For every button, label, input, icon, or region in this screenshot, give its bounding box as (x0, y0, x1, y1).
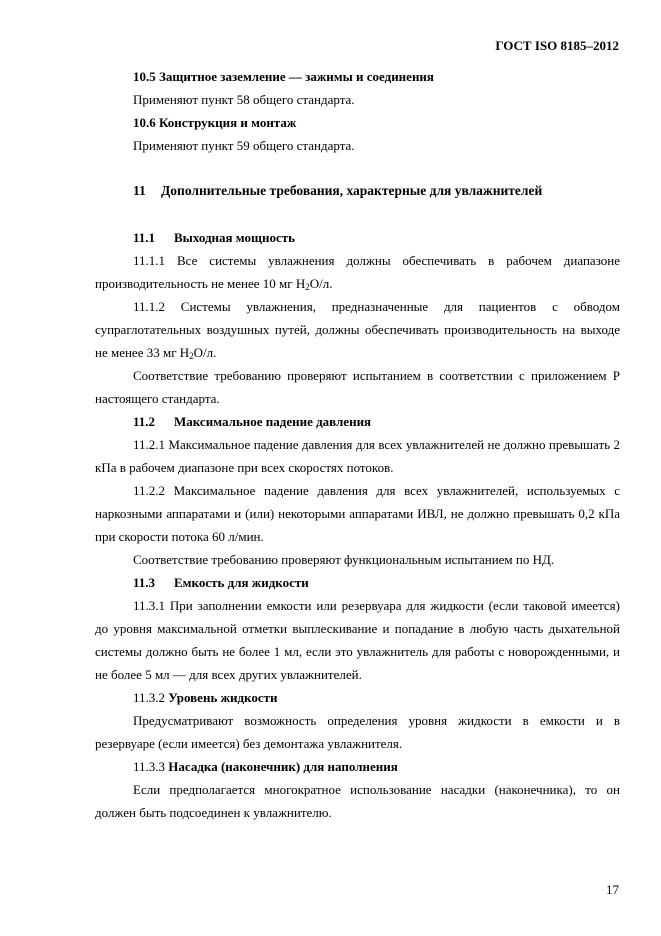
heading-11-3-3-number: 11.3.3 (133, 759, 166, 774)
subscript: 2 (305, 282, 310, 292)
para-11-3-3: Если предполагается многократное использование насадки (наконечника), то он должен быть подсоединен к увлажнителю. (95, 782, 620, 820)
heading-10-5: 10.5 Защитное заземление — зажимы и соединения (133, 69, 434, 84)
heading-11-title: Дополнительные требования, характерные для увлажнителей (161, 183, 543, 198)
heading-11 (95, 179, 620, 202)
para-11-1-2-text: 11.1.2 Системы увлажнения, предназначенные для пациентов с обводом супраглотательных воздушных путей, должны обеспечивать производительность на выходе не менее 33 мг H (95, 299, 620, 360)
heading-11-3-number: 11.3 (133, 575, 156, 590)
heading-11-1-number: 11.1 (133, 230, 156, 245)
para-11-1-1-text-end: O/л. (309, 276, 333, 291)
text-10-6: Применяют пункт 59 общего стандарта. (133, 138, 355, 153)
page-number: 17 (606, 882, 619, 897)
para-11-1-2-text-end: O/л. (193, 345, 217, 360)
heading-11-2-title: Максимальное падение давления (174, 414, 372, 429)
para-11-1-1 (95, 249, 620, 295)
subscript: 2 (189, 351, 194, 361)
heading-11-3-2-number: 11.3.2 (133, 690, 166, 705)
heading-11-3-3 (95, 755, 620, 778)
para-11-3-1: 11.3.1 При заполнении емкости или резервуара для жидкости (если таковой имеется) до уровня максимальной отметки выплескивание и попадание в любую часть дыхательной системы должно быть не более 1 мл, если это увлажнитель для работы с новорожденными, и не более 5 мл — для всех других увлажнителей. (95, 598, 620, 682)
para-11-3-2: Предусматривают возможность определения уровня жидкости в емкости и в резервуаре (если имеется) без демонтажа увлажнителя. (95, 713, 620, 751)
para-11-1-2 (95, 295, 620, 364)
heading-10-6: 10.6 Конструкция и монтаж (133, 115, 297, 130)
heading-11-3-2 (95, 686, 620, 709)
text-10-5: Применяют пункт 58 общего стандарта. (133, 92, 355, 107)
heading-11-3-2-title: Уровень жидкости (168, 690, 278, 705)
standard-code: ГОСТ ISO 8185–2012 (495, 38, 619, 53)
heading-11-3-3-title: Насадка (наконечник) для наполнения (168, 759, 398, 774)
heading-11-2 (95, 410, 620, 433)
para-11-2-1: 11.2.1 Максимальное падение давления для всех увлажнителей не должно превышать 2 кПа в рабочем диапазоне при всех скоростях потоков. (95, 437, 620, 475)
heading-11-1-title: Выходная мощность (174, 230, 295, 245)
heading-11-3-title: Емкость для жидкости (174, 575, 309, 590)
para-11-1-1-text: 11.1.1 Все системы увлажнения должны обеспечивать в рабочем диапазоне производительность не менее 10 мг H (95, 253, 620, 291)
para-11-2-2: 11.2.2 Максимальное падение давления для всех увлажнителей, используемых с наркозными аппаратами и (или) некоторыми аппаратами ИВЛ, не должно превышать 0,2 кПа при скорости потока 60 л/мин. (95, 483, 620, 544)
para-11-1-compliance: Соответствие требованию проверяют испытанием в соответствии с приложением Р настоящего стандарта. (95, 368, 620, 406)
heading-11-3 (95, 571, 620, 594)
heading-11-1 (95, 226, 620, 249)
heading-11-2-number: 11.2 (133, 414, 156, 429)
document-body (95, 65, 620, 824)
heading-11-number: 11 (133, 183, 146, 198)
para-11-2-compliance: Соответствие требованию проверяют функциональным испытанием по НД. (133, 552, 555, 567)
